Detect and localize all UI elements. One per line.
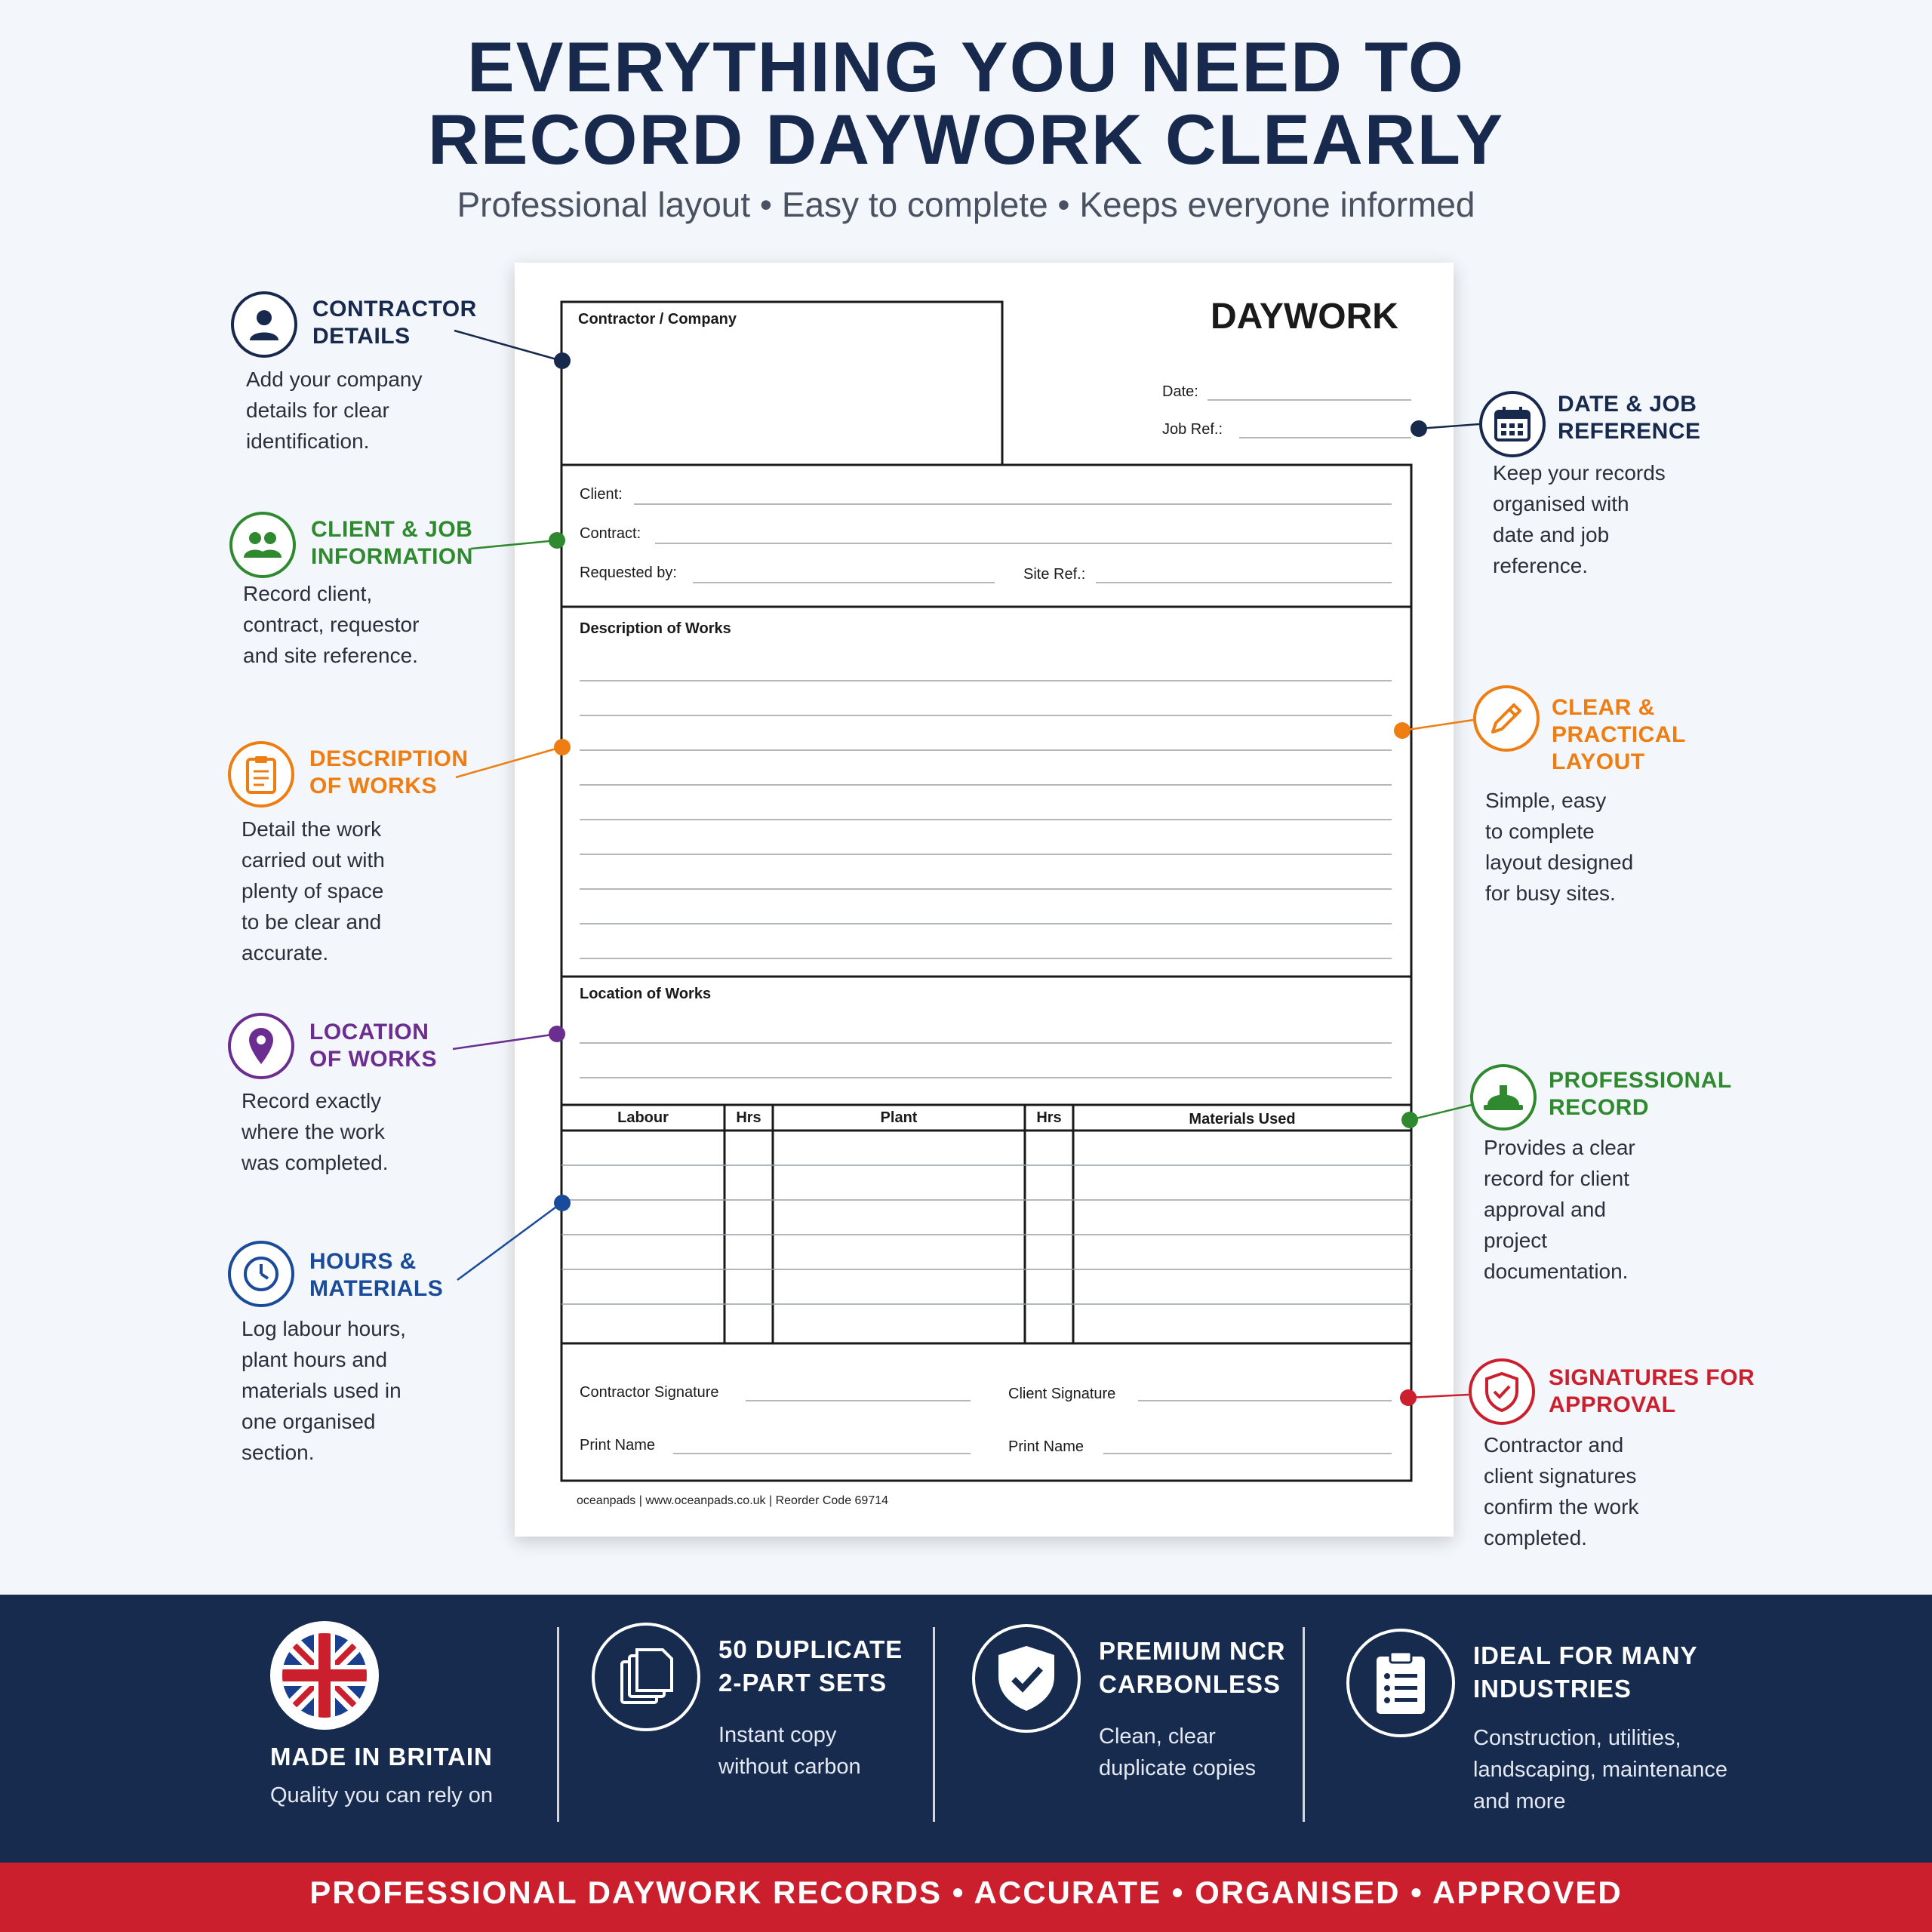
column-plant: Plant — [880, 1109, 918, 1126]
desc-line: details for clear — [246, 398, 389, 422]
page-title-line1: EVERYTHING YOU NEED TO — [467, 27, 1465, 106]
callout-location-desc — [242, 1085, 389, 1178]
callout-layout-title-line1: CLEAR & — [1552, 695, 1655, 720]
union-jack-icon — [270, 1621, 379, 1730]
description-label: Description of Works — [580, 620, 731, 637]
callout-location-title-line1: LOCATION — [309, 1020, 429, 1044]
callout-layout-desc — [1485, 785, 1633, 909]
callout-professional-title-line2: RECORD — [1549, 1095, 1650, 1120]
page-title-line2: RECORD DAYWORK CLEARLY — [427, 100, 1505, 179]
bottom-banner-text: PROFESSIONAL DAYWORK RECORDS • ACCURATE • ORGANISED • APPROVED — [309, 1875, 1623, 1910]
callout-hours-title — [309, 1248, 443, 1303]
desc-line: layout designed — [1485, 851, 1634, 874]
desc-line: materials used in — [242, 1379, 401, 1402]
people-icon — [229, 512, 296, 578]
callout-signatures-desc — [1484, 1429, 1638, 1553]
person-icon — [231, 291, 297, 358]
callout-date-title-line2: REFERENCE — [1558, 419, 1701, 444]
desc-line: identification. — [246, 429, 370, 453]
desc-line: Simple, easy — [1485, 789, 1607, 812]
desc-line: Log labour hours, — [242, 1317, 406, 1340]
callout-date-title — [1558, 391, 1701, 445]
feature-duplicate-title-line2: 2-PART SETS — [718, 1669, 888, 1697]
clock-icon — [228, 1241, 294, 1307]
callout-location-title — [309, 1019, 437, 1073]
callout-description-title — [309, 746, 469, 800]
desc-line: duplicate copies — [1099, 1756, 1256, 1780]
callout-hours-desc — [242, 1313, 406, 1468]
callout-contractor-desc — [246, 364, 422, 457]
client-signature-label: Client Signature — [1008, 1386, 1116, 1402]
requested-by-label: Requested by: — [580, 565, 677, 581]
callout-date-title-line1: DATE & JOB — [1558, 392, 1697, 417]
desc-line: where the work — [242, 1120, 385, 1143]
feature-industries-title-line2: INDUSTRIES — [1473, 1675, 1632, 1703]
print-name-right-label: Print Name — [1008, 1438, 1084, 1455]
desc-line: Record exactly — [242, 1089, 382, 1112]
desc-line: Add your company — [246, 368, 423, 391]
desc-line: for busy sites. — [1485, 881, 1616, 905]
feature-industries-desc — [1473, 1722, 1727, 1817]
contract-label: Contract: — [580, 525, 641, 542]
site-ref-label: Site Ref.: — [1023, 566, 1086, 583]
desc-line: Provides a clear — [1484, 1136, 1635, 1159]
desc-line: Construction, utilities, — [1473, 1726, 1681, 1750]
desc-line: contract, requestor — [243, 613, 420, 636]
callout-client-desc — [243, 578, 419, 671]
calendar-icon — [1479, 391, 1546, 457]
desc-line: project — [1484, 1229, 1548, 1252]
client-label: Client: — [580, 486, 623, 503]
hard-hat-icon — [1470, 1064, 1537, 1131]
callout-professional-title-line1: PROFESSIONAL — [1549, 1068, 1732, 1093]
desc-line: documentation. — [1484, 1260, 1629, 1283]
callout-contractor-title — [312, 296, 477, 350]
job-ref-label: Job Ref.: — [1162, 421, 1223, 438]
page-subtitle: Professional layout • Easy to complete • Keeps everyone informed — [457, 185, 1475, 224]
clipboard-list-icon — [1346, 1629, 1455, 1737]
desc-line: section. — [242, 1441, 315, 1464]
feature-britain-desc: Quality you can rely on — [270, 1783, 493, 1807]
print-name-left-label: Print Name — [580, 1437, 656, 1454]
desc-line: Detail the work — [242, 817, 382, 841]
desc-line: was completed. — [242, 1151, 389, 1174]
desc-line: plant hours and — [242, 1348, 388, 1371]
desc-line: without carbon — [718, 1755, 861, 1779]
column-hrs-plant: Hrs — [1036, 1109, 1062, 1126]
desc-line: Keep your records — [1493, 461, 1666, 485]
desc-line: and site reference. — [243, 644, 418, 667]
column-materials: Materials Used — [1189, 1111, 1296, 1128]
desc-line: date and job — [1493, 523, 1610, 546]
callout-contractor-title-line1: CONTRACTOR — [312, 297, 477, 321]
callout-signatures-title-line1: SIGNATURES FOR — [1549, 1365, 1755, 1390]
location-label: Location of Works — [580, 986, 712, 1002]
callout-professional-desc — [1484, 1132, 1635, 1287]
date-label: Date: — [1162, 383, 1198, 400]
callout-hours-title-line1: HOURS & — [309, 1249, 417, 1274]
callout-description-title-line1: DESCRIPTION — [309, 746, 469, 771]
desc-line: Instant copy — [718, 1723, 837, 1747]
callout-location-title-line2: OF WORKS — [309, 1047, 437, 1072]
feature-duplicate-title-line1: 50 DUPLICATE — [718, 1635, 903, 1663]
shield-check-icon — [1469, 1358, 1535, 1425]
desc-line: client signatures — [1484, 1464, 1637, 1487]
pencil-icon — [1473, 685, 1540, 752]
feature-industries-title-line1: IDEAL FOR MANY — [1473, 1641, 1698, 1669]
callout-layout-title — [1552, 694, 1686, 776]
feature-britain-title: MADE IN BRITAIN — [270, 1743, 493, 1770]
callout-signatures-title — [1549, 1364, 1755, 1419]
callout-description-title-line2: OF WORKS — [309, 774, 437, 798]
feature-ncr-title — [1099, 1635, 1286, 1701]
feature-ncr-desc — [1099, 1721, 1256, 1784]
callout-description-desc — [242, 814, 385, 968]
desc-line: accurate. — [242, 941, 329, 964]
desc-line: completed. — [1484, 1526, 1587, 1549]
callout-client-title-line2: INFORMATION — [311, 544, 473, 569]
shield-check-icon — [972, 1624, 1081, 1733]
form-footer: oceanpads | www.oceanpads.co.uk | Reorder Code 69714 — [577, 1494, 889, 1507]
feature-ncr-title-line1: PREMIUM NCR — [1099, 1637, 1286, 1665]
contractor-signature-label: Contractor Signature — [580, 1384, 719, 1401]
desc-line: reference. — [1493, 554, 1589, 577]
desc-line: one organised — [242, 1410, 376, 1433]
clipboard-icon — [228, 741, 294, 808]
feature-divider — [933, 1627, 935, 1822]
feature-divider — [557, 1627, 559, 1822]
feature-industries-title — [1473, 1639, 1698, 1706]
desc-line: and more — [1473, 1789, 1566, 1814]
callout-client-title-line1: CLIENT & JOB — [311, 517, 473, 542]
callout-signatures-title-line2: APPROVAL — [1549, 1392, 1676, 1417]
desc-line: landscaping, maintenance — [1473, 1758, 1727, 1782]
desc-line: plenty of space — [242, 879, 384, 903]
desc-line: organised with — [1493, 492, 1629, 515]
desc-line: approval and — [1484, 1198, 1606, 1221]
feature-ncr-title-line2: CARBONLESS — [1099, 1670, 1281, 1698]
daywork-heading: DAYWORK — [1211, 297, 1398, 337]
callout-date-desc — [1493, 457, 1666, 581]
desc-line: to complete — [1485, 820, 1595, 843]
contractor-company-label: Contractor / Company — [578, 311, 737, 328]
desc-line: Clean, clear — [1099, 1724, 1216, 1749]
callout-client-title — [311, 516, 473, 571]
callout-layout-title-line3: LAYOUT — [1552, 749, 1645, 774]
desc-line: record for client — [1484, 1167, 1629, 1190]
stacked-pages-icon — [592, 1623, 700, 1731]
desc-line: Contractor and — [1484, 1433, 1624, 1457]
desc-line: Record client, — [243, 582, 373, 605]
feature-duplicate-title — [718, 1633, 903, 1700]
location-pin-icon — [228, 1013, 294, 1079]
callout-contractor-title-line2: DETAILS — [312, 324, 411, 349]
desc-line: carried out with — [242, 848, 385, 872]
column-hrs-labour: Hrs — [736, 1109, 761, 1126]
desc-line: to be clear and — [242, 910, 382, 934]
callout-professional-title — [1549, 1067, 1732, 1121]
feature-divider — [1303, 1627, 1305, 1822]
feature-duplicate-desc — [718, 1719, 861, 1783]
callout-layout-title-line2: PRACTICAL — [1552, 722, 1686, 747]
column-labour: Labour — [617, 1109, 669, 1126]
desc-line: confirm the work — [1484, 1495, 1639, 1518]
callout-hours-title-line2: MATERIALS — [309, 1276, 444, 1301]
